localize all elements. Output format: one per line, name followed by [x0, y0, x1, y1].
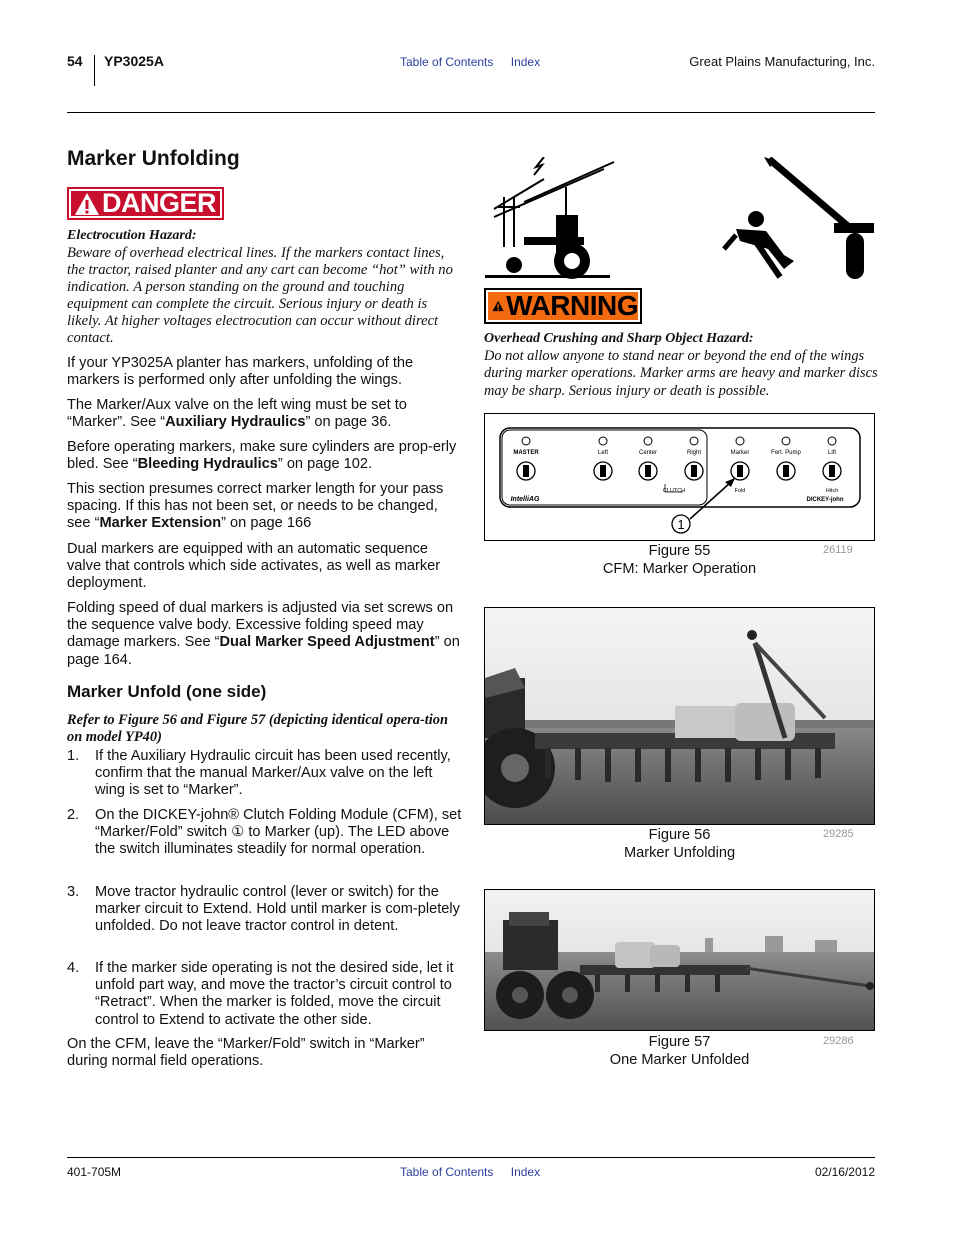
- index-link[interactable]: Index: [510, 55, 541, 69]
- crushing-icon: [724, 157, 874, 279]
- intellag-logo: IntelliAG: [510, 496, 540, 503]
- svg-text:Fert. Pump: Fert. Pump: [771, 450, 801, 456]
- step-text: If the marker side operating is not the desired side, let it unfold part way, and move the tractor’s circuit control to “Retract”. When the marker is folded, move the circuit control to Extend to activate the other side.: [95, 960, 454, 1028]
- closing-paragraph: On the CFM, leave the “Marker/Fold” switch in “Marker” during normal field operations.: [67, 1036, 425, 1070]
- figure-55-id: 26119: [823, 544, 853, 556]
- figure-reference: Refer to Figure 56 and Figure 57 (depicting identical opera-tion on model YP40): [67, 712, 448, 745]
- footer-rule: [67, 1157, 875, 1158]
- toc-link[interactable]: Table of Contents: [400, 1165, 494, 1179]
- marker-unfolding-photo: [485, 608, 875, 825]
- doc-number: 401-705M: [67, 1165, 122, 1179]
- paragraph: This section presumes correct marker length for your pass spacing. If this has not been set, or needs to be changed, see “Marker Extension” on page 166: [67, 481, 444, 532]
- step-number: 2.: [67, 807, 80, 823]
- hazard-title: Electrocution Hazard:: [67, 228, 197, 243]
- paragraph: Before operating markers, make sure cylinders are prop-erly bled. See “Bleeding Hydraulics” on page 102.: [67, 439, 457, 473]
- hazard-text: Beware of overhead electrical lines. If the markers contact lines, the tractor, raised planter and any cart can become “hot” with no indication. A person standing on the ground and touching equipment can complete the circuit. Serious injury or death is likely. At higher voltages electrocution can occur without direct contact.: [67, 245, 453, 346]
- step-number: 4.: [67, 960, 80, 976]
- hazard-pictogram: [484, 157, 874, 285]
- figure-56-photo: [484, 607, 875, 825]
- svg-text:Marker: Marker: [730, 450, 750, 456]
- step-number: 1.: [67, 748, 80, 764]
- xref-link[interactable]: Marker Extension: [99, 515, 222, 532]
- svg-text:Left: Left: [597, 450, 609, 456]
- xref-link[interactable]: Bleeding Hydraulics: [137, 456, 278, 473]
- header-divider: [94, 55, 95, 86]
- step-number: 3.: [67, 884, 80, 900]
- warning-sign: [484, 288, 642, 324]
- figure-55-cfm-panel: [484, 413, 875, 541]
- figure-57-id: 29286: [823, 1035, 854, 1047]
- step-text: Move tractor hydraulic control (lever or switch) for the marker circuit to Extend. Hold until marker is com-pletely unfolded. Do not leave tractor control in detent.: [95, 884, 460, 935]
- hitch-label: Hitch: [825, 488, 839, 494]
- dickey-john-logo: DICKEY-john: [806, 497, 844, 503]
- figure-56-caption: Figure 56 Marker Unfolding: [623, 827, 736, 861]
- toc-link[interactable]: Table of Contents: [400, 55, 494, 69]
- figure-55-caption: Figure 55 CFM: Marker Operation: [602, 543, 757, 577]
- svg-text:Center: Center: [638, 450, 658, 456]
- electrocution-icon: [494, 157, 614, 247]
- model-name: YP3025A: [104, 53, 164, 69]
- danger-label: DANGER: [102, 188, 217, 218]
- fold-label: Fold: [734, 488, 746, 494]
- step-text: On the DICKEY-john® Clutch Folding Module (CFM), set “Marker/Fold” switch ① to Marker (up). The LED above the switch illuminates steadily for normal operation.: [95, 807, 462, 858]
- warning-label: WARNING: [506, 290, 638, 321]
- figure-57-photo: [484, 889, 875, 1031]
- paragraph: If your YP3025A planter has markers, unfolding of the markers is performed only after unfolding the wings.: [67, 355, 414, 389]
- warning-text: Do not allow anyone to stand near or beyond the end of the wings during marker operations. Marker arms are heavy and marker discs may be sharp. Serious injury or death is possible.: [484, 348, 878, 399]
- revision-date: 02/16/2012: [814, 1165, 875, 1179]
- index-link[interactable]: Index: [510, 1165, 541, 1179]
- figure-56-id: 29285: [823, 828, 854, 840]
- paragraph: The Marker/Aux valve on the left wing must be set to “Marker”. See “Auxiliary Hydraulics” on page 36.: [67, 397, 407, 431]
- one-marker-unfolded-photo: [485, 890, 875, 1031]
- svg-text:1: 1: [677, 517, 685, 532]
- alert-triangle-icon: [492, 293, 504, 319]
- footer-nav: [400, 1165, 554, 1179]
- alert-triangle-icon: [74, 191, 100, 217]
- figure-57-caption: Figure 57 One Marker Unfolded: [609, 1034, 750, 1068]
- xref-link[interactable]: Auxiliary Hydraulics: [165, 414, 306, 431]
- header-rule: [67, 112, 875, 113]
- danger-sign: [67, 187, 224, 220]
- svg-text:Lift: Lift: [827, 450, 837, 456]
- clutch-label: CLUTCH: [662, 488, 686, 494]
- cfm-panel-drawing: [485, 414, 875, 541]
- section-title: Marker Unfolding: [67, 147, 240, 170]
- paragraph: Folding speed of dual markers is adjusted via set screws on the sequence valve body. Excessive folding speed may damage markers. See “Dual Marker Speed Adjustment” on page 164.: [67, 600, 460, 668]
- company-name: Great Plains Manufacturing, Inc.: [689, 54, 875, 69]
- subsection-title: Marker Unfold (one side): [67, 682, 267, 701]
- svg-text:Right: Right: [686, 450, 702, 456]
- xref-link[interactable]: Dual Marker Speed Adjustment: [219, 634, 435, 651]
- step-text: If the Auxiliary Hydraulic circuit has been used recently, confirm that the manual Marker/Aux valve on the left wing is set to “Marker”.: [95, 748, 451, 799]
- header-nav: [400, 55, 554, 69]
- svg-text:MASTER: MASTER: [513, 450, 539, 456]
- page-number: 54: [67, 53, 83, 69]
- paragraph: Dual markers are equipped with an automatic sequence valve that controls which side activates, as well as marker deployment.: [67, 541, 441, 592]
- warning-title: Overhead Crushing and Sharp Object Hazard:: [484, 331, 754, 346]
